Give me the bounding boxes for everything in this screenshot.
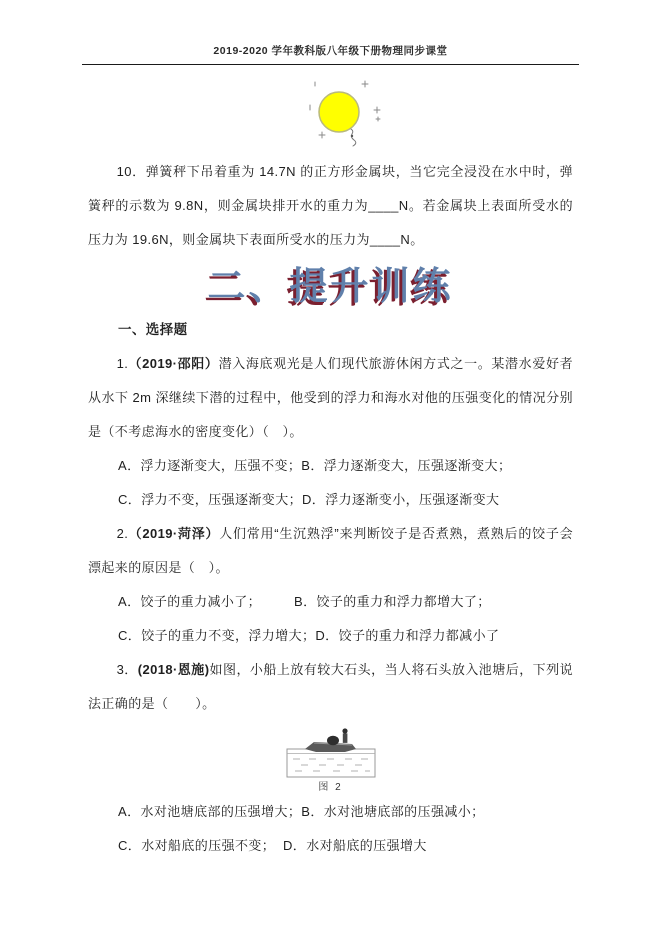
option-d: D．饺子的重力和浮力都减小了 bbox=[315, 628, 500, 643]
question-source: (2018·恩施) bbox=[137, 662, 210, 677]
header-title: 2019-2020 学年教科版八年级下册物理同步课堂 bbox=[213, 45, 448, 57]
section-title: 二、提升训练 bbox=[207, 264, 454, 308]
question-text: 潜入海底观光是人们现代旅游休闲方式之一。某潜水爱好者从水下 2m 深继续下潜的过程中，他受到的浮力和海水对他的压强变化的情况分别是（不考虑海水的密度变化）（ ）。 bbox=[88, 356, 573, 439]
question-3-options-row-2 bbox=[88, 829, 573, 863]
question-source: （2019·邵阳） bbox=[128, 356, 219, 371]
lightbulb-doodle bbox=[88, 79, 573, 151]
option-a: A．水对池塘底部的压强增大； bbox=[118, 804, 302, 819]
option-a: A．浮力逐渐变大，压强不变； bbox=[118, 458, 302, 473]
question-2-options-row-1 bbox=[88, 585, 573, 619]
option-c: C．水对船底的压强不变； bbox=[118, 838, 276, 853]
question-source: （2019·菏泽） bbox=[128, 526, 220, 541]
figure-caption: 图 2 bbox=[318, 782, 343, 793]
question-number: 2. bbox=[116, 526, 129, 541]
option-a: A．饺子的重力减小了； bbox=[118, 594, 262, 609]
question-10-text: 10．弹簧秤下吊着重为 14.7N 的正方形金属块，当它完全浸没在水中时，弹簧秤的示数为 9.8N，则金属块排开水的重力为____N。若金属块上表面所受水的压力为 19.6N，则金属块下表面所受水的压力为____N。 bbox=[88, 164, 573, 247]
option-d: D．水对船底的压强增大 bbox=[283, 838, 427, 853]
question-1-options-row-1 bbox=[88, 449, 573, 483]
question-3-stem bbox=[88, 653, 573, 721]
question-text: 如图，小船上放有较大石头，当人将石头放入池塘后，下列说法正确的是（ ）。 bbox=[88, 662, 573, 711]
question-number: 1. bbox=[116, 356, 129, 371]
page-header bbox=[82, 44, 579, 65]
question-2-options-row-2 bbox=[88, 619, 573, 653]
boat-in-pond-image bbox=[283, 725, 379, 781]
option-b: B．浮力逐渐变大，压强逐渐变大； bbox=[301, 458, 512, 473]
question-10 bbox=[88, 155, 573, 257]
option-d: D．浮力逐渐变小，压强逐渐变大 bbox=[302, 492, 500, 507]
subsection-title: 一、选择题 bbox=[118, 322, 188, 337]
option-c: C．浮力不变，压强逐渐变大； bbox=[118, 492, 302, 507]
option-c: C．饺子的重力不变，浮力增大； bbox=[118, 628, 316, 643]
figure-boat-in-pond bbox=[88, 725, 573, 795]
question-1-stem bbox=[88, 347, 573, 449]
lightbulb-icon bbox=[299, 79, 383, 151]
option-b: B．饺子的重力和浮力都增大了； bbox=[294, 594, 491, 609]
question-text: 人们常用“生沉熟浮”来判断饺子是否煮熟，煮熟后的饺子会漂起来的原因是（ ）。 bbox=[88, 526, 573, 575]
question-1-options-row-2 bbox=[88, 483, 573, 517]
question-3-options-row-1 bbox=[88, 795, 573, 829]
option-b: B．水对池塘底部的压强减小； bbox=[301, 804, 485, 819]
question-2-stem bbox=[88, 517, 573, 585]
question-number: 3． bbox=[116, 662, 138, 677]
